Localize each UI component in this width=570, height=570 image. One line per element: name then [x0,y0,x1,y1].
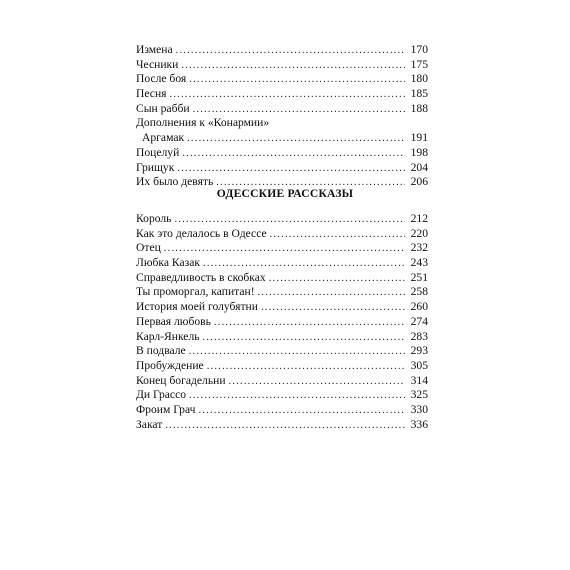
toc-entry [136,116,428,131]
toc-entry-page-number: 198 [410,145,428,159]
toc-entry-page-number: 251 [410,270,428,284]
toc-entry-page-number: 185 [410,87,428,101]
toc-entry [136,388,428,403]
toc-entry [136,161,428,176]
toc-entry [136,300,428,315]
toc-entry-title: Карл-Янкель [136,329,200,343]
toc-entry-page-number: 274 [410,314,428,328]
toc-entry-title: Первая любовь [136,314,211,328]
dot-leader [177,162,405,177]
toc-entry-page-number: 260 [410,300,428,314]
toc-entry-title: Измена [136,43,173,56]
toc-entry-title: Аргамак [142,131,185,145]
toc-entry-page-number: 220 [410,226,428,240]
dot-leader [174,213,405,228]
toc-entry-title: Их было девять [136,175,214,189]
toc-entry-page-number: 212 [410,212,428,225]
dot-leader [164,242,405,257]
dot-leader [229,375,405,390]
dot-leader [189,389,405,404]
toc-entry-page-number: 293 [410,344,428,358]
dot-leader [189,345,405,360]
dot-leader [170,88,406,103]
toc-entry-title: Песня [136,87,167,101]
toc-entry-title: Король [136,212,172,225]
dot-leader [198,404,405,419]
dot-leader [189,73,405,88]
toc-entry-page-number: 191 [410,131,428,145]
toc-entry-title: Фроим Грач [136,402,196,416]
toc-entry-title: Поцелуй [136,145,180,159]
toc-entry-title: Сын рабби [136,101,190,115]
toc-entry [136,315,428,330]
dot-leader [181,59,405,74]
dot-leader [214,316,405,331]
toc-entry-page-number: 206 [410,175,428,189]
toc-entry-page-number: 314 [410,373,428,387]
dot-leader [176,44,405,59]
dot-leader [270,228,405,243]
toc-entry-page-number: 232 [410,241,428,255]
toc-entry-page-number: 175 [410,57,428,71]
toc-entry-title: После боя [136,72,187,86]
toc-entry-title: Грищук [136,160,175,174]
toc-entry [136,146,428,161]
toc-entry [136,58,428,73]
toc-entry-title: Закат [136,417,163,431]
toc-entry-title: В подвале [136,344,186,358]
toc-entry [136,102,428,117]
dot-leader [203,257,405,272]
toc-entry-page-number: 283 [410,329,428,343]
toc-entry [136,43,428,58]
toc-list-odessa-stories [136,212,428,432]
toc-entry-page-number: 170 [410,43,428,56]
toc-entry-title: Любка Казак [136,256,201,270]
toc-entry-page-number: 336 [410,417,428,431]
toc-entry-title: Ди Грассо [136,388,187,402]
toc-entry [136,344,428,359]
toc-entry [136,418,428,433]
toc-entry [136,359,428,374]
toc-list-konarmiya [136,43,428,190]
dot-leader [258,286,405,301]
toc-entry-page-number: 325 [410,388,428,402]
toc-entry [136,241,428,256]
dot-leader [193,103,405,118]
toc-entry-title: Как это делалось в Одессе [136,226,267,240]
dot-leader [165,419,405,434]
toc-entry [136,285,428,300]
toc-entry [136,271,428,286]
toc-entry [136,330,428,345]
toc-entry-page-number: 243 [410,256,428,270]
dot-leader [182,147,405,162]
toc-entry [136,374,428,389]
toc-entry-title: Конец богадельни [136,373,226,387]
toc-entry [136,72,428,87]
toc-entry-page-number: 188 [410,101,428,115]
toc-entry-page-number: 330 [410,402,428,416]
dot-leader [269,272,405,287]
toc-entry-title: Дополнения к «Конармии» [136,116,270,130]
toc-entry-title: История моей голубятни [136,300,258,314]
dot-leader [207,360,405,375]
toc-entry [136,212,428,227]
dot-leader [261,301,405,316]
toc-entry [136,256,428,271]
section-heading: ОДЕССКИЕ РАССКАЗЫ [216,187,354,200]
toc-entry-page-number: 258 [410,285,428,299]
dot-leader [203,331,405,346]
toc-entry [136,131,428,146]
toc-entry [136,227,428,242]
toc-entry-title: Пробуждение [136,358,204,372]
toc-entry [136,87,428,102]
toc-entry-title: Чесники [136,57,179,71]
toc-entry-title: Справедливость в скобках [136,270,266,284]
toc-entry-title: Ты проморгал, капитан! [136,285,255,299]
toc-entry [136,403,428,418]
toc-entry-page-number: 180 [410,72,428,86]
toc-entry-page-number: 305 [410,358,428,372]
toc-entry-title: Отец [136,241,161,255]
dot-leader [187,132,405,147]
toc-entry-page-number: 204 [410,160,428,174]
